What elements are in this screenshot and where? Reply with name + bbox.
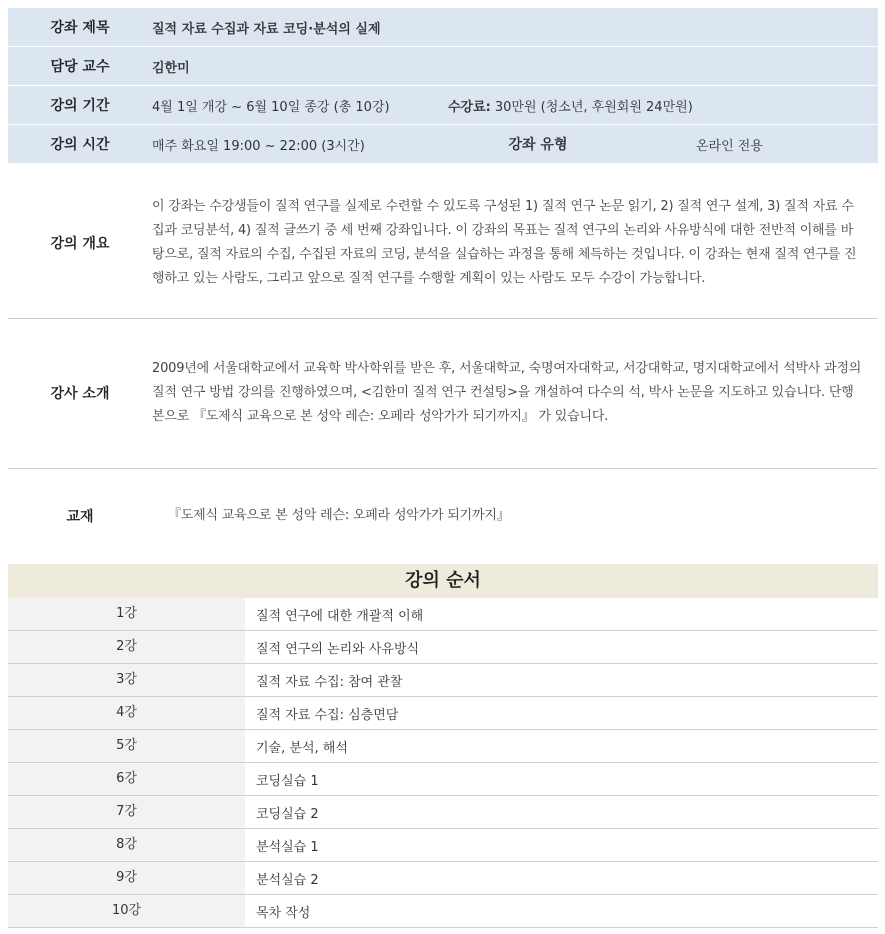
- textbook-section: [8, 468, 878, 564]
- row-time: [8, 125, 878, 164]
- lecture-title: 기술, 분석, 해석: [256, 740, 348, 756]
- overview-label: 강의 개요: [50, 236, 110, 252]
- schedule-row: [8, 598, 878, 631]
- lecturer-label: 강사 소개: [50, 386, 110, 402]
- schedule-row: [8, 730, 878, 763]
- schedule-row: [8, 631, 878, 664]
- lecturer-section: [8, 318, 878, 469]
- course-title-label: 강좌 제목: [50, 20, 110, 36]
- lecture-number: 9강: [8, 862, 246, 894]
- row-course-title: [8, 8, 878, 47]
- lecture-number: 3강: [8, 664, 246, 696]
- lecture-title: 목차 작성: [256, 905, 311, 921]
- course-type-value: 온라인 전용: [696, 138, 763, 154]
- lecture-title: 분석실습 2: [256, 872, 319, 888]
- lecture-title: 질적 자료 수집: 참여 관찰: [256, 674, 403, 690]
- textbook-text: 『도제식 교육으로 본 성악 레슨: 오페라 성악가가 되기까지』: [168, 508, 510, 523]
- lecture-title: 질적 연구에 대한 개괄적 이해: [256, 608, 424, 624]
- time-value: 매주 화요일 19:00 ~ 22:00 (3시간): [152, 138, 365, 154]
- schedule-list: [8, 598, 878, 928]
- course-title-value: 질적 자료 수집과 자료 코딩·분석의 실제: [152, 21, 381, 37]
- schedule-row: [8, 862, 878, 895]
- lecture-title: 분석실습 1: [256, 839, 319, 855]
- row-period: [8, 86, 878, 125]
- period-label: 강의 기간: [50, 98, 110, 114]
- textbook-label: 교재: [66, 509, 94, 525]
- lecture-number: 8강: [8, 829, 246, 861]
- instructor-label: 담당 교수: [50, 59, 110, 75]
- course-type-label: 강좌 유형: [508, 137, 568, 153]
- schedule-row: [8, 796, 878, 829]
- overview-text: 이 강좌는 수강생들이 질적 연구를 실제로 수련할 수 있도록 구성된 1) 질적 연구 논문 읽기, 2) 질적 연구 설계, 3) 질적 자료 수집과 코딩분석, 4) 질적 글쓰기 중 세 번째 강좌입니다. 이 강좌의 목표는 질적 연구의 논리와 사유방식에 대한 전반적 이해를 바탕으로, 질적 자료의 수집, 수집된 자료의 코딩, 분석을 실습하는 과정을 통해 체득하는 것입니다. 이 강좌는 현재 질적 연구를 진행하고 있는 사람도, 그리고 앞으로 질적 연구를 수행할 계획이 있는 사람도 모두 수강이 가능합니다.: [152, 199, 857, 286]
- row-instructor: [8, 47, 878, 86]
- course-info-table: [8, 8, 878, 164]
- instructor-value: 김한미: [152, 60, 190, 76]
- lecture-number: 4강: [8, 697, 246, 729]
- lecture-number: 1강: [8, 598, 246, 630]
- time-label: 강의 시간: [50, 137, 110, 153]
- period-value: 4월 1일 개강 ~ 6월 10일 종강 (총 10강): [152, 99, 390, 115]
- schedule-row: [8, 763, 878, 796]
- schedule-row: [8, 895, 878, 928]
- schedule-row: [8, 829, 878, 862]
- lecture-number: 10강: [8, 895, 246, 927]
- fee-label: 수강료:: [448, 99, 491, 115]
- lecturer-text: 2009년에 서울대학교에서 교육학 박사학위를 받은 후, 서울대학교, 숙명여자대학교, 서강대학교, 명지대학교에서 석박사 과정의 질적 연구 방법 강의를 진행하였으며, <김한미 질적 연구 컨설팅>을 개설하여 다수의 석, 박사 논문을 지도하고 있습니다. 단행본으로 『도제식 교육으로 본 성악 레슨: 오페라 성악가가 되기까지』 가 있습니다.: [152, 361, 862, 424]
- lecture-number: 5강: [8, 730, 246, 762]
- lecture-title: 코딩실습 2: [256, 806, 319, 822]
- overview-section: [8, 168, 878, 319]
- lecture-title: 코딩실습 1: [256, 773, 319, 789]
- schedule-row: [8, 664, 878, 697]
- lecture-number: 7강: [8, 796, 246, 828]
- schedule-row: [8, 697, 878, 730]
- fee-value: 30만원 (청소년, 후원회원 24만원): [494, 99, 693, 115]
- lecture-title: 질적 자료 수집: 심층면담: [256, 707, 399, 723]
- lecture-title: 질적 연구의 논리와 사유방식: [256, 641, 420, 657]
- lecture-number: 2강: [8, 631, 246, 663]
- lecture-number: 6강: [8, 763, 246, 795]
- schedule-header: 강의 순서: [8, 564, 878, 598]
